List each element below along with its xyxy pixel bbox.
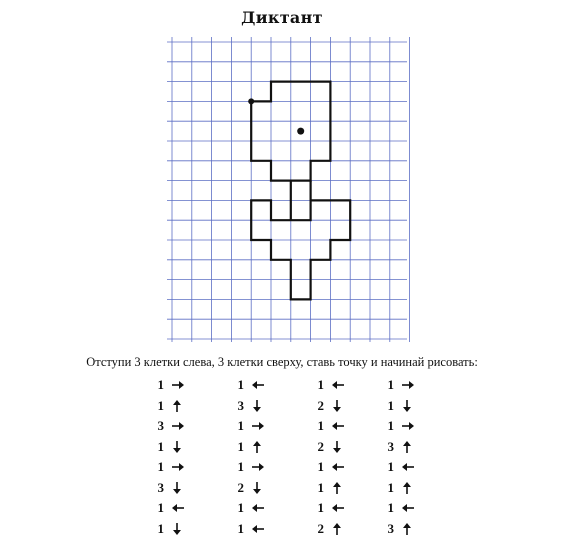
step-right <box>150 418 186 434</box>
step-count: 1 <box>157 438 164 454</box>
arrow-down-icon <box>252 400 266 412</box>
step-count: 1 <box>157 520 164 536</box>
step-count: 1 <box>387 459 394 474</box>
arrow-up-icon <box>172 400 186 412</box>
step-count: 2 <box>237 479 244 495</box>
step-up <box>380 439 416 455</box>
step-down <box>230 480 266 496</box>
step-down <box>230 398 266 414</box>
step-left <box>230 521 266 537</box>
arrow-up-icon <box>402 523 416 535</box>
arrow-left-icon <box>402 462 416 472</box>
instruction-text: Отступи 3 клетки слева, 3 клетки сверху, ставь точку и начинай рисовать: <box>86 355 478 369</box>
step-count: 1 <box>237 500 244 515</box>
step-right <box>150 459 186 475</box>
step-count: 1 <box>157 377 164 392</box>
step-right <box>380 377 416 393</box>
arrow-left-icon <box>332 421 346 431</box>
step-up <box>380 480 416 496</box>
cut-off-text <box>60 540 480 548</box>
arrow-down-icon <box>402 400 416 412</box>
step-down <box>310 439 346 455</box>
eye-dot <box>297 128 304 135</box>
step-count: 1 <box>387 479 394 495</box>
step-right <box>230 418 266 434</box>
arrow-left-icon <box>332 462 346 472</box>
step-left <box>380 459 416 475</box>
arrow-up-icon <box>402 482 416 494</box>
arrow-down-icon <box>332 441 346 453</box>
step-left <box>150 500 186 516</box>
step-down <box>380 398 416 414</box>
arrow-left-icon <box>252 503 266 513</box>
arrow-left-icon <box>332 503 346 513</box>
arrow-left-icon <box>402 503 416 513</box>
step-count: 1 <box>237 438 244 454</box>
step-down <box>150 521 186 537</box>
step-down <box>150 439 186 455</box>
arrow-left-icon <box>252 380 266 390</box>
step-up <box>230 439 266 455</box>
step-count: 2 <box>317 438 324 454</box>
step-count: 1 <box>317 479 324 495</box>
arrow-left-icon <box>252 524 266 534</box>
arrow-left-icon <box>332 380 346 390</box>
step-count: 1 <box>387 418 394 433</box>
arrow-up-icon <box>402 441 416 453</box>
step-count: 1 <box>317 459 324 474</box>
arrow-right-icon <box>172 421 186 431</box>
step-count: 1 <box>237 418 244 433</box>
step-count: 1 <box>317 377 324 392</box>
figure-outline <box>251 82 350 300</box>
step-up <box>310 480 346 496</box>
step-left <box>380 500 416 516</box>
step-count: 1 <box>157 397 164 413</box>
step-count: 1 <box>237 520 244 536</box>
arrow-down-icon <box>172 441 186 453</box>
step-count: 3 <box>157 479 164 495</box>
step-count: 1 <box>237 459 244 474</box>
arrow-down-icon <box>172 482 186 494</box>
arrow-up-icon <box>332 523 346 535</box>
arrow-down-icon <box>332 400 346 412</box>
step-left <box>230 377 266 393</box>
step-left <box>230 500 266 516</box>
step-count: 2 <box>317 520 324 536</box>
arrow-up-icon <box>252 441 266 453</box>
start-point <box>248 98 254 104</box>
step-count: 1 <box>237 377 244 392</box>
arrow-right-icon <box>172 380 186 390</box>
step-count: 3 <box>387 438 394 454</box>
step-down <box>150 480 186 496</box>
step-left <box>310 377 346 393</box>
arrow-right-icon <box>402 380 416 390</box>
step-count: 1 <box>317 418 324 433</box>
step-up <box>380 521 416 537</box>
step-right <box>230 459 266 475</box>
page-title: Диктант <box>241 8 323 27</box>
step-left <box>310 459 346 475</box>
arrow-up-icon <box>332 482 346 494</box>
arrow-right-icon <box>172 462 186 472</box>
step-count: 1 <box>387 397 394 413</box>
arrow-down-icon <box>252 482 266 494</box>
step-count: 3 <box>237 397 244 413</box>
arrow-down-icon <box>172 523 186 535</box>
arrow-right-icon <box>252 462 266 472</box>
step-up <box>150 398 186 414</box>
step-left <box>310 418 346 434</box>
step-count: 1 <box>157 459 164 474</box>
step-left <box>310 500 346 516</box>
step-count: 3 <box>157 418 164 433</box>
step-count: 1 <box>317 500 324 515</box>
arrow-right-icon <box>402 421 416 431</box>
step-right <box>380 418 416 434</box>
step-count: 3 <box>387 520 394 536</box>
arrow-left-icon <box>172 503 186 513</box>
step-down <box>310 398 346 414</box>
step-up <box>310 521 346 537</box>
step-count: 1 <box>387 500 394 515</box>
step-count: 1 <box>157 500 164 515</box>
step-count: 2 <box>317 397 324 413</box>
arrow-right-icon <box>252 421 266 431</box>
step-right <box>150 377 186 393</box>
step-count: 1 <box>387 377 394 392</box>
